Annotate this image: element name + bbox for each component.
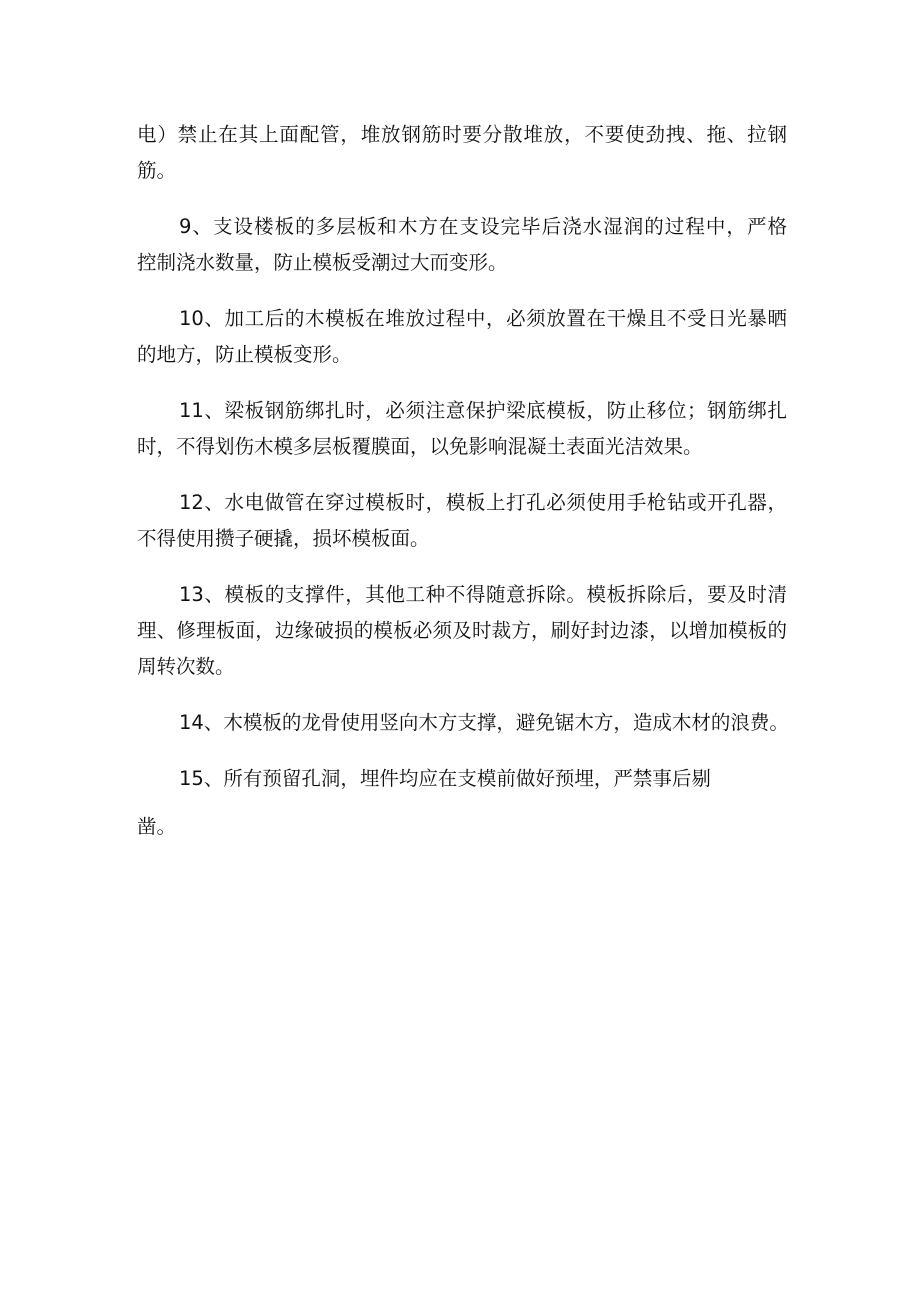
text-line: 筋。: [137, 159, 177, 182]
paragraph-item-14: [137, 705, 787, 741]
text-line: 11、梁板钢筋绑扎时，必须注意保护梁底模板，防止移位；钢筋绑扎: [179, 399, 787, 422]
paragraph-item-9: [137, 209, 787, 281]
text-line: 12、水电做管在穿过模板时，模板上打孔必须使用手枪钻或开孔器，: [179, 491, 787, 514]
text-line: 理、修理板面，边缘破损的模板必须及时裁方，刷好封边漆，以增加模板的: [137, 619, 787, 642]
text-line: 凿。: [137, 815, 177, 838]
paragraph-item-11: [137, 393, 787, 465]
text-line: 电）禁止在其上面配管，堆放钢筋时要分散堆放，不要使劲拽、拖、拉钢: [137, 123, 787, 146]
text-line: 9、支设楼板的多层板和木方在支设完毕后浇水湿润的过程中，严格: [179, 215, 787, 238]
text-line: 不得使用攒子硬撬，损坏模板面。: [137, 527, 430, 550]
text-line: 控制浇水数量，防止模板受潮过大而变形。: [137, 251, 508, 274]
paragraph-item-10: [137, 301, 787, 373]
paragraph-item-13: [137, 577, 787, 685]
paragraph-item-12: [137, 485, 787, 557]
text-line: 周转次数。: [137, 655, 235, 678]
text-line: 的地方，防止模板变形。: [137, 343, 352, 366]
text-line: 13、模板的支撑件，其他工种不得随意拆除。模板拆除后，要及时清: [179, 583, 787, 606]
text-line: 14、木模板的龙骨使用竖向木方支撑，避免锯木方，造成木材的浪费。: [179, 711, 789, 734]
paragraph-item-15: [137, 761, 787, 845]
text-line: 15、所有预留孔洞，埋件均应在支模前做好预埋，严禁事后剔: [179, 767, 711, 790]
text-line: 时，不得划伤木模多层板覆膜面，以免影响混凝土表面光洁效果。: [137, 435, 703, 458]
paragraph-item-8-continuation: [137, 117, 787, 189]
text-line: 10、加工后的木模板在堆放过程中，必须放置在干燥且不受日光暴晒: [179, 307, 787, 330]
document-body: [137, 117, 787, 845]
